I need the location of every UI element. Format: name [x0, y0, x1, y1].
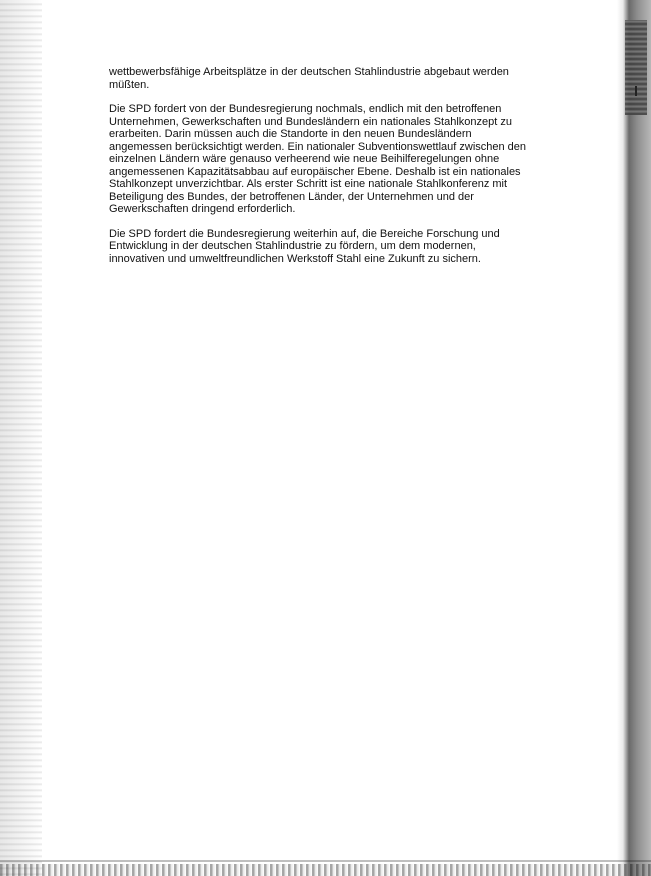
document-body: [109, 66, 534, 277]
text-line: Die SPD fordert von der Bundesregierung nochmals, endlich mit den betroffenen: [109, 103, 502, 115]
text-line: angemessenen Kapazitätsabbau auf europäischer Ebene. Deshalb ist ein nationales: [109, 165, 521, 178]
text-line: innovativen und umweltfreundlichen Werkstoff Stahl eine Zukunft zu sichern.: [109, 252, 481, 265]
scan-edge-right: [617, 0, 651, 876]
scan-shadow-right: [625, 20, 647, 115]
text-line: Gewerkschaften dringend erforderlich.: [109, 203, 296, 215]
scan-mark: [635, 86, 637, 96]
text-line: Entwicklung in der deutschen Stahlindustrie zu fördern, um dem modernen,: [109, 240, 476, 252]
text-line: Beteiligung des Bundes, der betroffenen Länder, der Unternehmen und der: [109, 190, 474, 203]
text-line: wettbewerbsfähige Arbeitsplätze in der deutschen Stahlindustrie abgebaut werden: [109, 66, 509, 78]
text-line: Unternehmen, Gewerkschaften und Bundesländern ein nationales Stahlkonzept zu: [109, 115, 512, 128]
paragraph-2: [109, 103, 534, 216]
scan-edge-bottom: [0, 864, 651, 876]
text-line: Die SPD fordert die Bundesregierung weiterhin auf, die Bereiche Forschung und: [109, 227, 500, 240]
paragraph-3: [109, 228, 534, 266]
scan-edge-bottom-line: [0, 860, 651, 862]
text-line: angemessen berücksichtigt werden. Ein nationaler Subventionswettlauf zwischen den: [109, 140, 527, 153]
scan-edge-left: [0, 0, 42, 876]
paragraph-1: [109, 66, 534, 91]
text-line: müßten.: [109, 78, 150, 91]
text-line: erarbeiten. Darin müssen auch die Standorte in den neuen Bundesländern: [109, 128, 472, 140]
text-line: einzelnen Ländern wäre genauso verheerend wie neue Beihilferegelungen ohne: [109, 153, 500, 165]
text-line: Stahlkonzept unverzichtbar. Als erster Schritt ist eine nationale Stahlkonferenz mit: [109, 178, 508, 190]
